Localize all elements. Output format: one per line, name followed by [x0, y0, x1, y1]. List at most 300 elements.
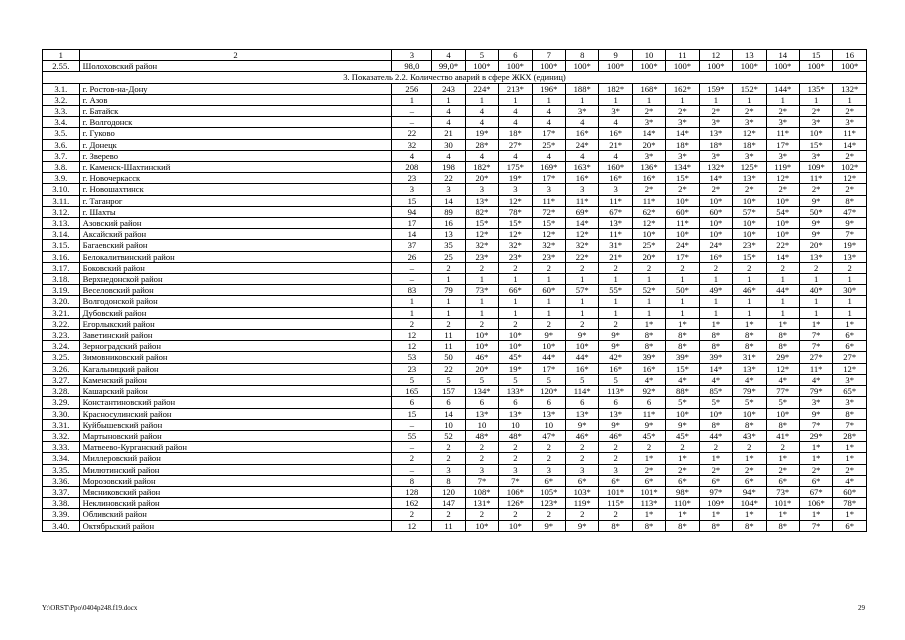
table-cell: 12*: [833, 363, 867, 374]
table-cell: 45*: [499, 352, 532, 363]
table-cell: 4: [432, 150, 465, 161]
table-cell: 6*: [766, 475, 799, 486]
table-cell: 4: [566, 117, 599, 128]
table-cell: 3*: [599, 106, 632, 117]
table-cell: 2: [666, 262, 699, 273]
table-cell: 100*: [699, 61, 732, 72]
table-cell: 10*: [666, 229, 699, 240]
table-cell: 1*: [632, 509, 665, 520]
table-cell: 9*: [799, 195, 832, 206]
table-cell: 1: [799, 307, 832, 318]
table-cell: 12*: [566, 229, 599, 240]
table-cell: 23: [392, 173, 432, 184]
table-cell: 2: [532, 509, 565, 520]
table-cell: 15*: [532, 218, 565, 229]
table-cell: 1: [666, 307, 699, 318]
table-cell: 1*: [699, 318, 732, 329]
table-cell: 11*: [799, 363, 832, 374]
table-cell: 50: [432, 352, 465, 363]
table-row: [43, 262, 867, 273]
table-cell: 2: [465, 442, 498, 453]
table-cell: Верхнедонской район: [79, 274, 392, 285]
table-cell: 1*: [699, 509, 732, 520]
table-cell: 60*: [833, 486, 867, 497]
table-cell: 10*: [465, 341, 498, 352]
table-cell: 3.6.: [43, 139, 80, 150]
table-cell: 2: [699, 442, 732, 453]
table-cell: 17*: [532, 128, 565, 139]
table-row: [43, 285, 867, 296]
table-cell: 1: [666, 274, 699, 285]
table-cell: 9*: [799, 229, 832, 240]
table-cell: Куйбышевский район: [79, 419, 392, 430]
table-cell: 1: [566, 296, 599, 307]
table-cell: 29*: [799, 430, 832, 441]
table-cell: Красносулинский район: [79, 408, 392, 419]
table-cell: 1*: [833, 509, 867, 520]
table-cell: 224*: [465, 83, 498, 94]
table-cell: 8*: [766, 330, 799, 341]
table-cell: 16*: [599, 173, 632, 184]
table-cell: 11*: [632, 408, 665, 419]
table-cell: 42*: [599, 352, 632, 363]
table-cell: –: [392, 442, 432, 453]
column-number-header: 13: [733, 50, 766, 61]
table-cell: 7*: [799, 520, 832, 531]
table-cell: 2: [666, 442, 699, 453]
table-cell: 2*: [699, 184, 732, 195]
table-header-row: [43, 50, 867, 61]
column-number-header: 8: [566, 50, 599, 61]
table-cell: 2*: [766, 184, 799, 195]
table-cell: 9*: [632, 419, 665, 430]
table-cell: 3: [566, 184, 599, 195]
table-cell: 1: [599, 307, 632, 318]
table-cell: 1: [833, 274, 867, 285]
table-cell: 4*: [632, 374, 665, 385]
table-cell: 45*: [666, 430, 699, 441]
table-cell: 213*: [499, 83, 532, 94]
table-cell: 3.38.: [43, 498, 80, 509]
table-cell: 2.55.: [43, 61, 80, 72]
table-cell: 99,0*: [432, 61, 465, 72]
table-cell: 15*: [799, 139, 832, 150]
table-cell: 2*: [833, 464, 867, 475]
table-cell: 4*: [699, 374, 732, 385]
table-cell: 2*: [666, 464, 699, 475]
table-cell: 4: [532, 106, 565, 117]
table-cell: 32*: [499, 240, 532, 251]
table-cell: 10*: [666, 195, 699, 206]
table-cell: 131*: [465, 498, 498, 509]
table-cell: 2*: [666, 106, 699, 117]
table-cell: 109*: [799, 162, 832, 173]
table-cell: 1: [465, 94, 498, 105]
table-cell: 3.40.: [43, 520, 80, 531]
table-cell: 2: [733, 442, 766, 453]
table-cell: 1: [699, 94, 732, 105]
table-cell: 72*: [532, 206, 565, 217]
table-row: [43, 475, 867, 486]
table-cell: 1: [699, 296, 732, 307]
table-cell: 37: [392, 240, 432, 251]
table-cell: 6*: [799, 475, 832, 486]
table-cell: Милютинский район: [79, 464, 392, 475]
column-number-header: 1: [43, 50, 80, 61]
table-row: [43, 307, 867, 318]
table-cell: Мясниковский район: [79, 486, 392, 497]
column-number-header: 16: [833, 50, 867, 61]
table-cell: 13*: [599, 408, 632, 419]
table-cell: 49*: [699, 285, 732, 296]
table-cell: 2: [599, 442, 632, 453]
table-cell: 2: [392, 453, 432, 464]
table-cell: –: [392, 464, 432, 475]
table-cell: 100*: [499, 61, 532, 72]
table-cell: 100*: [632, 61, 665, 72]
table-cell: 23*: [532, 251, 565, 262]
table-cell: 198: [432, 162, 465, 173]
table-cell: 39*: [699, 352, 732, 363]
table-cell: 113*: [632, 498, 665, 509]
table-cell: 2: [566, 442, 599, 453]
table-cell: 2*: [799, 464, 832, 475]
table-cell: Кашарский район: [79, 386, 392, 397]
table-cell: 5: [599, 374, 632, 385]
table-cell: 1*: [799, 453, 832, 464]
table-cell: Кагальницкий район: [79, 363, 392, 374]
table-cell: 3.31.: [43, 419, 80, 430]
table-cell: 1: [733, 274, 766, 285]
table-cell: 24*: [566, 139, 599, 150]
table-cell: 11*: [566, 195, 599, 206]
table-cell: 9*: [532, 520, 565, 531]
table-cell: 10*: [499, 341, 532, 352]
table-cell: 114*: [566, 386, 599, 397]
table-cell: 18*: [733, 139, 766, 150]
table-cell: 1: [392, 296, 432, 307]
table-cell: 6: [499, 397, 532, 408]
table-cell: 8*: [699, 341, 732, 352]
table-cell: 5: [499, 374, 532, 385]
table-cell: 3*: [566, 106, 599, 117]
table-cell: 6*: [833, 330, 867, 341]
table-cell: 6: [392, 397, 432, 408]
table-cell: 73*: [465, 285, 498, 296]
table-cell: 52: [432, 430, 465, 441]
table-cell: 50*: [666, 285, 699, 296]
table-cell: 100*: [532, 61, 565, 72]
table-cell: 22: [432, 173, 465, 184]
table-cell: 2: [599, 453, 632, 464]
table-cell: 115*: [599, 498, 632, 509]
table-cell: 1*: [733, 453, 766, 464]
table-cell: 7*: [799, 419, 832, 430]
table-cell: 2: [432, 318, 465, 329]
table-cell: 2: [499, 318, 532, 329]
table-cell: 6: [599, 397, 632, 408]
table-cell: 27*: [499, 139, 532, 150]
table-cell: 11*: [833, 128, 867, 139]
table-cell: 17*: [532, 173, 565, 184]
table-cell: 40*: [799, 285, 832, 296]
table-row: [43, 218, 867, 229]
table-cell: 1: [632, 307, 665, 318]
table-cell: 23*: [733, 240, 766, 251]
table-cell: 3: [392, 184, 432, 195]
table-cell: 17*: [532, 363, 565, 374]
table-cell: 7*: [799, 341, 832, 352]
table-cell: 9*: [599, 419, 632, 430]
table-cell: 3*: [666, 117, 699, 128]
table-cell: 23*: [499, 251, 532, 262]
table-cell: 1: [532, 307, 565, 318]
table-cell: 8*: [733, 419, 766, 430]
table-cell: 100*: [799, 61, 832, 72]
table-cell: 5*: [699, 397, 732, 408]
table-cell: 79*: [733, 386, 766, 397]
table-cell: 14*: [566, 218, 599, 229]
table-cell: 4: [392, 150, 432, 161]
table-cell: Константиновский район: [79, 397, 392, 408]
table-cell: 4*: [766, 374, 799, 385]
table-cell: 45*: [632, 430, 665, 441]
column-number-header: 12: [699, 50, 732, 61]
table-cell: 1: [799, 94, 832, 105]
table-cell: 100*: [833, 61, 867, 72]
table-cell: 23*: [465, 251, 498, 262]
table-cell: 2: [632, 262, 665, 273]
table-row: [43, 173, 867, 184]
table-cell: 44*: [532, 352, 565, 363]
table-cell: 44*: [699, 430, 732, 441]
table-cell: 103*: [566, 486, 599, 497]
table-cell: 126*: [499, 498, 532, 509]
table-cell: 2*: [632, 106, 665, 117]
table-cell: 105*: [532, 486, 565, 497]
table-cell: 30: [432, 139, 465, 150]
table-cell: Морозовский район: [79, 475, 392, 486]
table-cell: 4: [599, 150, 632, 161]
table-cell: 8*: [666, 341, 699, 352]
table-cell: 2: [566, 318, 599, 329]
table-cell: 1: [465, 274, 498, 285]
table-cell: 78*: [499, 206, 532, 217]
table-cell: 62*: [632, 206, 665, 217]
table-cell: 3.20.: [43, 296, 80, 307]
table-cell: 3*: [833, 374, 867, 385]
table-cell: 92*: [632, 386, 665, 397]
table-cell: 55: [392, 430, 432, 441]
table-cell: 3*: [799, 117, 832, 128]
table-row: [43, 509, 867, 520]
table-cell: 1: [632, 274, 665, 285]
table-cell: 32*: [465, 240, 498, 251]
table-cell: –: [392, 106, 432, 117]
table-cell: 3.27.: [43, 374, 80, 385]
table-cell: 1*: [632, 318, 665, 329]
table-cell: 1*: [833, 453, 867, 464]
table-cell: 3: [599, 464, 632, 475]
table-cell: 2*: [632, 464, 665, 475]
table-cell: 15: [392, 195, 432, 206]
table-cell: 3*: [699, 117, 732, 128]
table-cell: 7*: [499, 475, 532, 486]
table-cell: 14*: [766, 251, 799, 262]
table-cell: 1*: [666, 453, 699, 464]
table-cell: 83: [392, 285, 432, 296]
table-cell: 2*: [833, 106, 867, 117]
table-cell: 182*: [599, 83, 632, 94]
table-cell: 104*: [733, 498, 766, 509]
table-cell: 5*: [666, 397, 699, 408]
table-cell: 12: [392, 520, 432, 531]
table-cell: 134*: [666, 162, 699, 173]
table-cell: 3*: [632, 150, 665, 161]
table-cell: 22*: [566, 251, 599, 262]
table-cell: 27*: [799, 352, 832, 363]
table-cell: 10*: [666, 408, 699, 419]
table-cell: 8*: [699, 330, 732, 341]
table-cell: 3.21.: [43, 307, 80, 318]
table-cell: 11: [432, 520, 465, 531]
table-cell: 3.3.: [43, 106, 80, 117]
table-cell: 110*: [666, 498, 699, 509]
table-cell: 46*: [465, 352, 498, 363]
table-cell: 256: [392, 83, 432, 94]
table-cell: 1: [432, 296, 465, 307]
table-cell: 2: [766, 262, 799, 273]
table-cell: 147: [432, 498, 465, 509]
table-cell: 2: [566, 453, 599, 464]
table-cell: 1: [733, 296, 766, 307]
table-cell: 6: [532, 397, 565, 408]
table-cell: 60*: [666, 206, 699, 217]
table-cell: 22: [392, 128, 432, 139]
table-cell: 16*: [566, 173, 599, 184]
table-cell: 14*: [632, 128, 665, 139]
table-cell: 3.2.: [43, 94, 80, 105]
column-number-header: 15: [799, 50, 832, 61]
table-cell: 13*: [465, 408, 498, 419]
table-cell: 1: [465, 307, 498, 318]
table-cell: 50*: [799, 206, 832, 217]
table-cell: 1*: [799, 442, 832, 453]
table-row: [43, 464, 867, 475]
table-cell: Матвеево-Курганский район: [79, 442, 392, 453]
table-cell: 1: [532, 296, 565, 307]
table-cell: 2: [766, 442, 799, 453]
table-cell: 44*: [566, 352, 599, 363]
table-cell: 8*: [632, 520, 665, 531]
table-cell: 3.24.: [43, 341, 80, 352]
table-cell: 10*: [733, 229, 766, 240]
table-cell: 3: [499, 184, 532, 195]
table-cell: 3: [532, 464, 565, 475]
table-cell: 4*: [666, 374, 699, 385]
table-cell: 106*: [499, 486, 532, 497]
table-cell: 11*: [799, 173, 832, 184]
table-cell: 3.4.: [43, 117, 80, 128]
table-cell: 163*: [566, 162, 599, 173]
table-cell: 182*: [465, 162, 498, 173]
table-cell: 2: [699, 262, 732, 273]
table-cell: 2: [532, 262, 565, 273]
table-cell: 132*: [833, 83, 867, 94]
table-cell: 102*: [833, 162, 867, 173]
table-cell: 2*: [766, 464, 799, 475]
table-cell: 2: [465, 509, 498, 520]
table-cell: Обливский район: [79, 509, 392, 520]
table-cell: 1: [566, 274, 599, 285]
table-cell: 160*: [599, 162, 632, 173]
table-cell: 16*: [599, 128, 632, 139]
table-cell: 18*: [666, 139, 699, 150]
table-cell: 2*: [666, 184, 699, 195]
table-cell: 1: [599, 274, 632, 285]
table-cell: 10*: [566, 341, 599, 352]
table-cell: 2*: [733, 464, 766, 475]
table-cell: 88*: [666, 386, 699, 397]
table-cell: 53: [392, 352, 432, 363]
table-cell: г. Новошахтинск: [79, 184, 392, 195]
table-cell: 3*: [833, 117, 867, 128]
table-cell: 6*: [733, 475, 766, 486]
table-cell: 79*: [799, 386, 832, 397]
table-cell: 1: [799, 274, 832, 285]
table-cell: г. Ростов-на-Дону: [79, 83, 392, 94]
table-cell: 1*: [733, 318, 766, 329]
table-cell: 10*: [766, 218, 799, 229]
table-cell: 6: [465, 397, 498, 408]
table-cell: 9*: [599, 341, 632, 352]
table-cell: 24*: [666, 240, 699, 251]
table-cell: 3.9.: [43, 173, 80, 184]
table-cell: Веселовский район: [79, 285, 392, 296]
table-cell: 188*: [566, 83, 599, 94]
table-cell: 3.18.: [43, 274, 80, 285]
table-row: [43, 150, 867, 161]
table-cell: 14: [392, 229, 432, 240]
table-cell: 3*: [799, 397, 832, 408]
table-cell: 2: [432, 453, 465, 464]
table-cell: 3.16.: [43, 251, 80, 262]
table-cell: 1: [766, 274, 799, 285]
table-cell: 1: [566, 307, 599, 318]
table-cell: 3.37.: [43, 486, 80, 497]
table-cell: 20*: [799, 240, 832, 251]
table-cell: 25*: [532, 139, 565, 150]
table-cell: –: [392, 419, 432, 430]
table-cell: 4*: [733, 374, 766, 385]
table-cell: 12*: [632, 218, 665, 229]
table-row: [43, 453, 867, 464]
table-cell: 1: [766, 296, 799, 307]
table-cell: 4: [499, 106, 532, 117]
table-cell: 16*: [566, 128, 599, 139]
table-cell: 1: [632, 94, 665, 105]
table-cell: 15*: [666, 173, 699, 184]
table-cell: 30*: [833, 285, 867, 296]
table-cell: 3.25.: [43, 352, 80, 363]
table-cell: 6: [632, 397, 665, 408]
table-cell: 15*: [499, 218, 532, 229]
table-cell: 1: [532, 274, 565, 285]
table-cell: 8*: [733, 520, 766, 531]
table-cell: 47*: [532, 430, 565, 441]
table-cell: 1: [666, 94, 699, 105]
table-cell: 16*: [632, 363, 665, 374]
